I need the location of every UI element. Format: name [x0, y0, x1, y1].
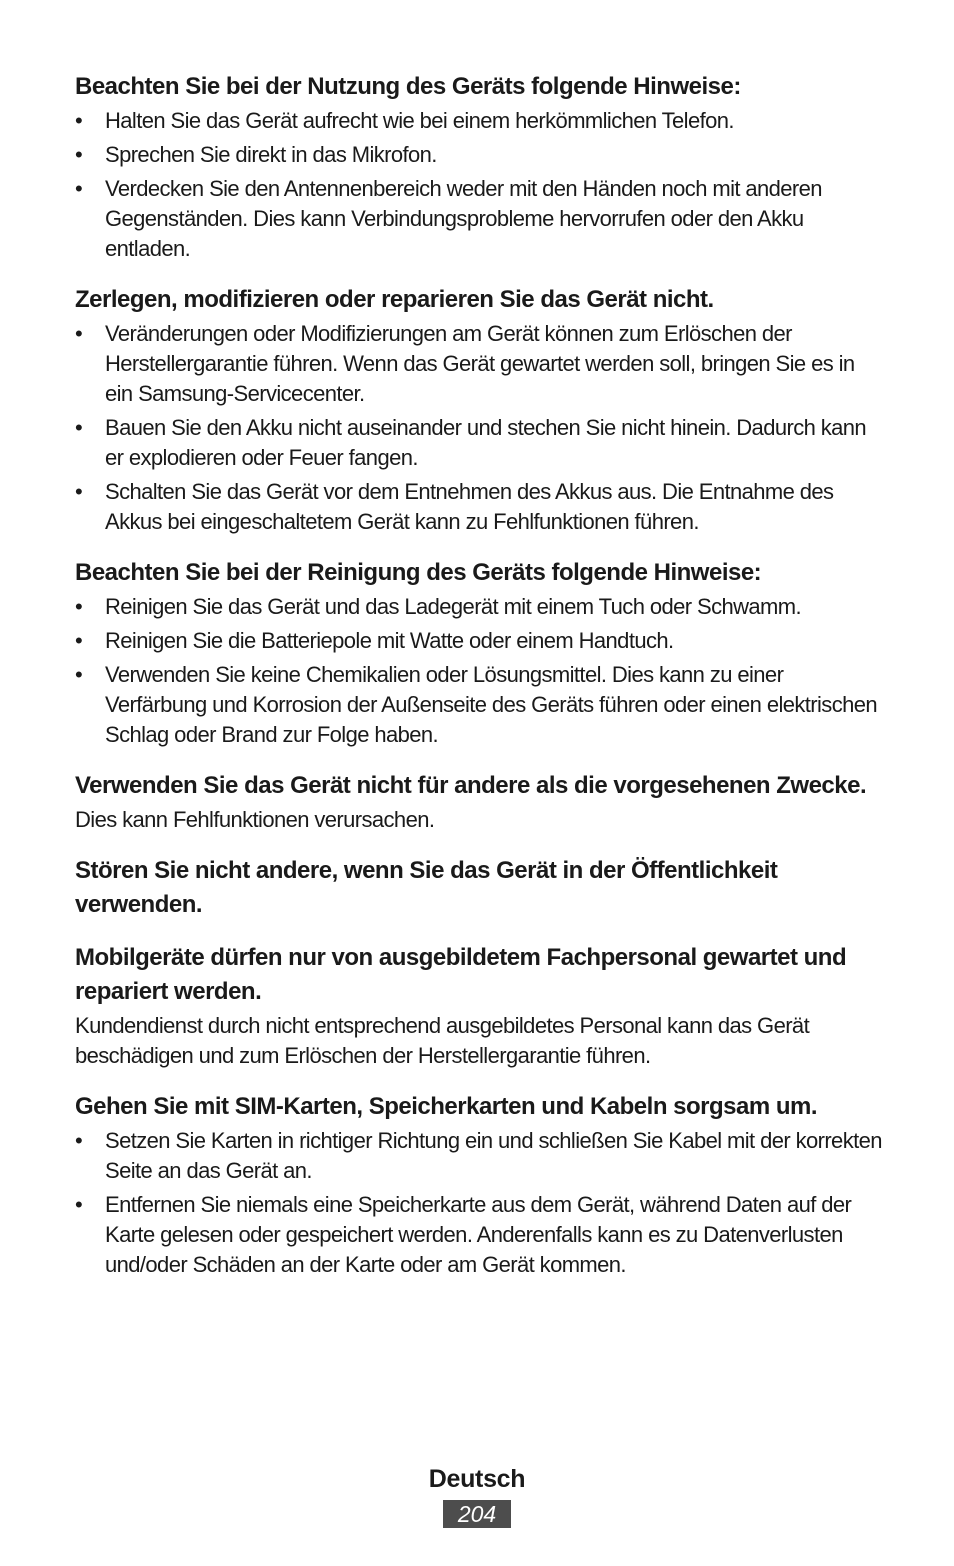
section-heading: Gehen Sie mit SIM-Karten, Speicherkarten und Kabeln sorgsam um. — [75, 1093, 818, 1120]
section-paragraph: Kundendienst durch nicht entsprechend ausgebildetes Personal kann das Gerät beschädigen und zum Erlöschen der Herstellergarantie führen. — [75, 1013, 810, 1068]
bullet-list — [75, 592, 885, 750]
list-item-text: Bauen Sie den Akku nicht auseinander und stechen Sie nicht hinein. Dadurch kann er explodieren oder Feuer fangen. — [105, 415, 867, 470]
section-heading: Mobilgeräte dürfen nur von ausgebildetem Fachpersonal gewartet und repariert werden. — [75, 944, 847, 1005]
list-item-text: Schalten Sie das Gerät vor dem Entnehmen des Akkus aus. Die Entnahme des Akkus bei eingeschaltetem Gerät kann zu Fehlfunktionen führen. — [105, 479, 834, 534]
list-item — [75, 626, 885, 656]
section-heading: Verwenden Sie das Gerät nicht für andere als die vorgesehenen Zwecke. — [75, 772, 867, 799]
list-item — [75, 1126, 885, 1186]
list-item-text: Setzen Sie Karten in richtiger Richtung ein und schließen Sie Kabel mit der korrekten Seite an das Gerät an. — [105, 1128, 882, 1183]
list-item — [75, 319, 885, 409]
bullet-icon: • — [75, 415, 83, 440]
section-usage-notes — [75, 70, 885, 264]
list-item — [75, 1190, 885, 1280]
bullet-icon: • — [75, 1128, 83, 1153]
list-item-text: Reinigen Sie das Gerät und das Ladegerät mit einem Tuch oder Schwamm. — [105, 594, 801, 619]
bullet-icon: • — [75, 142, 83, 167]
list-item — [75, 174, 885, 264]
list-item-text: Entfernen Sie niemals eine Speicherkarte aus dem Gerät, während Daten auf der Karte gelesen oder gespeichert werden. Anderenfalls kann es zu Datenverlusten und/oder Schäden an der Karte oder am Gerät kommen. — [105, 1192, 852, 1277]
section-paragraph: Dies kann Fehlfunktionen verursachen. — [75, 807, 435, 832]
bullet-icon: • — [75, 108, 83, 133]
list-item — [75, 140, 885, 170]
section-intended-use — [75, 769, 885, 835]
section-cards-cables — [75, 1090, 885, 1280]
list-item-text: Reinigen Sie die Batteriepole mit Watte oder einem Handtuch. — [105, 628, 674, 653]
section-service — [75, 941, 885, 1071]
list-item-text: Halten Sie das Gerät aufrecht wie bei einem herkömmlichen Telefon. — [105, 108, 734, 133]
bullet-list — [75, 106, 885, 264]
section-public-use — [75, 854, 885, 922]
list-item — [75, 106, 885, 136]
bullet-icon: • — [75, 594, 83, 619]
section-heading: Beachten Sie bei der Nutzung des Geräts folgende Hinweise: — [75, 73, 741, 100]
bullet-list — [75, 1126, 885, 1280]
bullet-icon: • — [75, 628, 83, 653]
list-item — [75, 413, 885, 473]
section-heading: Zerlegen, modifizieren oder reparieren Sie das Gerät nicht. — [75, 286, 714, 313]
list-item — [75, 660, 885, 750]
section-disassembly — [75, 283, 885, 537]
footer-language: Deutsch — [428, 1465, 526, 1493]
section-heading: Beachten Sie bei der Reinigung des Geräts folgende Hinweise: — [75, 559, 762, 586]
list-item — [75, 592, 885, 622]
bullet-list — [75, 319, 885, 537]
section-heading: Stören Sie nicht andere, wenn Sie das Gerät in der Öffentlichkeit verwenden. — [75, 857, 778, 918]
list-item — [75, 477, 885, 537]
list-item-text: Verdecken Sie den Antennenbereich weder mit den Händen noch mit anderen Gegenständen. Dies kann Verbindungsprobleme hervorrufen oder den Akku entladen. — [105, 176, 822, 261]
bullet-icon: • — [75, 662, 83, 687]
bullet-icon: • — [75, 321, 83, 346]
bullet-icon: • — [75, 479, 83, 504]
bullet-icon: • — [75, 176, 83, 201]
page-number: 204 — [443, 1500, 511, 1528]
bullet-icon: • — [75, 1192, 83, 1217]
list-item-text: Verwenden Sie keine Chemikalien oder Lösungsmittel. Dies kann zu einer Verfärbung und Korrosion der Außenseite des Geräts führen oder einen elektrischen Schlag oder Brand zur Folge haben. — [105, 662, 878, 747]
document-body — [75, 70, 885, 1299]
list-item-text: Sprechen Sie direkt in das Mikrofon. — [105, 142, 437, 167]
list-item-text: Veränderungen oder Modifizierungen am Gerät können zum Erlöschen der Herstellergarantie führen. Wenn das Gerät gewartet werden soll, bringen Sie es in ein Samsung-Servicecenter. — [105, 321, 855, 406]
page-footer — [0, 1461, 954, 1528]
section-cleaning — [75, 556, 885, 750]
